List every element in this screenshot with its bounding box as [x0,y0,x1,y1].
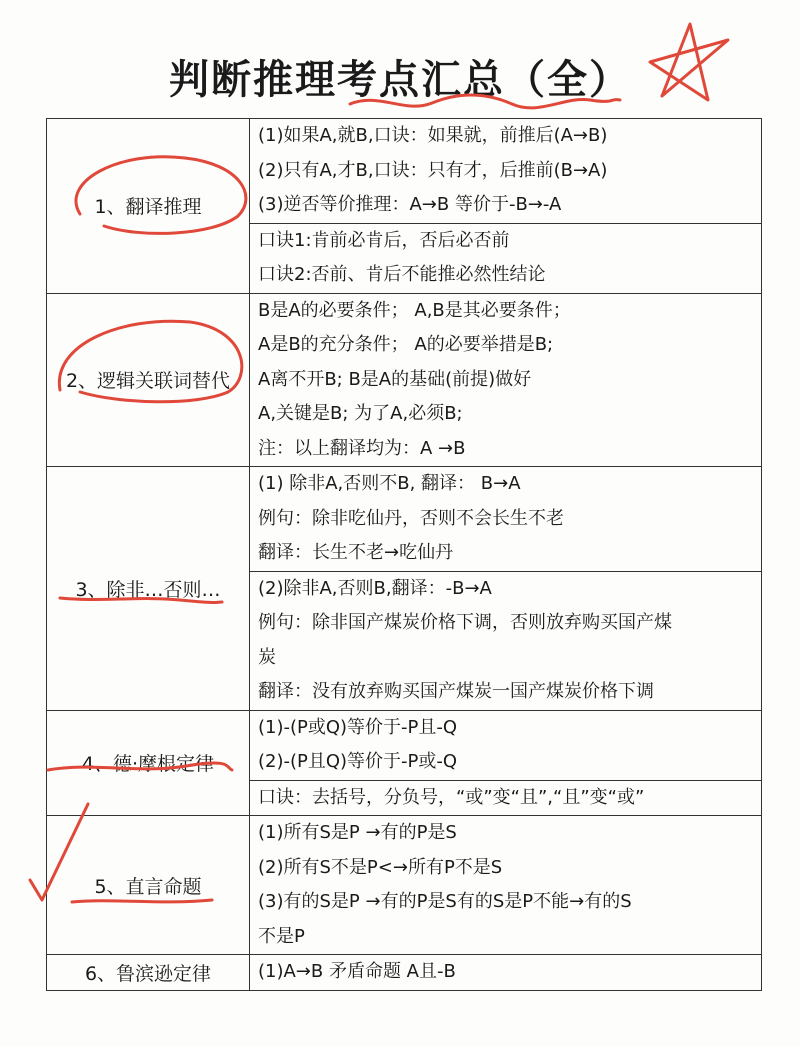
topic-cell: 3、除非…否则… [47,467,250,711]
topic-cell: 6、鲁滨逊定律 [47,955,250,991]
page-title: 判断推理考点汇总（全） [169,57,631,103]
content-line: 例句：除非国产煤炭价格下调，否则放弃购买国产煤 [258,612,672,633]
content-line: 翻译：长生不老→吃仙丹 [258,542,454,563]
content-line: A离不开B; B是A的基础(前提)做好 [258,368,532,390]
content-cell [250,119,762,224]
table-row [47,710,762,780]
content-line: (2)-(P且Q)等价于-P或-Q [258,751,458,772]
content-line: 不是P [258,925,305,947]
topic-cell: 1、翻译推理 [47,119,250,294]
content-line: A,关键是B; 为了A,必须B; [258,403,463,424]
table-row [47,119,762,224]
topic-cell: 2、逻辑关联词替代 [47,293,250,467]
content-line: A是B的充分条件； A的必要举措是B; [258,334,554,355]
content-line: (3)逆否等价推理：A→B 等价于-B→-A [258,194,562,215]
content-line: 炭 [258,646,276,668]
content-line: B是A的必要条件； A,B是其必要条件； [258,299,571,321]
content-line: (1)如果A,就B,口诀：如果就，前推后(A→B) [258,125,608,146]
content-cell [250,710,762,780]
content-cell [250,467,762,572]
content-line: (3)有的S是P →有的P是S有的S是P不能→有的S [258,891,632,912]
content-line: 口诀2:否前、肯后不能推必然性结论 [258,264,546,285]
summary-table [46,118,762,991]
table-row [47,816,762,955]
table-row [47,467,762,572]
content-line: (2)所有S不是P<→所有P不是S [258,856,503,878]
content-line: (2)除非A,否则B,翻译：-B→A [258,577,492,599]
content-cell [250,816,762,955]
content-line: 口诀：去括号，分负号，“或”变“且”,“且”变“或” [258,786,645,808]
content-cell [250,955,762,991]
content-line: (1)A→B 矛盾命题 A且-B [258,961,456,982]
content-line: (2)只有A,才B,口诀：只有才，后推前(B→A) [258,159,608,181]
content-line: 口诀1:肯前必肯后，否后必否前 [258,229,510,251]
content-line: 例句：除非吃仙丹，否则不会长生不老 [258,507,564,529]
content-line: 注：以上翻译均为：A →B [258,437,466,459]
content-cell [250,571,762,710]
content-line: (1) 除非A,否则不B, 翻译： B→A [258,473,521,494]
content-cell [250,780,762,816]
content-cell [250,293,762,467]
content-line: 翻译：没有放弃购买国产煤炭一国产煤炭价格下调 [258,681,654,702]
table-row [47,293,762,467]
content-cell [250,223,762,293]
content-line: (1)-(P或Q)等价于-P且-Q [258,716,458,738]
topic-cell: 5、直言命题 [47,816,250,955]
table-row [47,955,762,991]
topic-cell: 4、德·摩根定律 [47,710,250,816]
content-line: (1)所有S是P →有的P是S [258,822,457,843]
